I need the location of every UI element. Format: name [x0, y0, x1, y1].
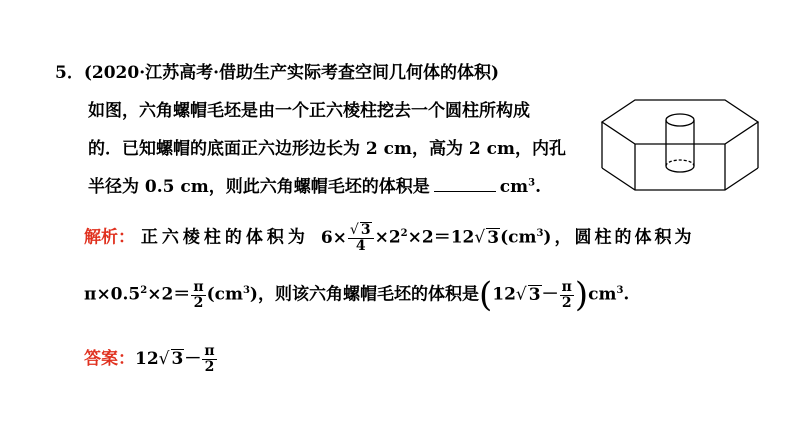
problem-line-3-text: 半径为 0.5 cm，则此六角螺帽毛坯的体积是 — [88, 177, 430, 197]
answer-sqrt3: 3 — [171, 349, 184, 369]
solution-text-2: )，圆柱的体积为 — [543, 227, 695, 248]
answer-12: 12 — [135, 349, 159, 369]
hex-top-face — [602, 100, 758, 144]
problem-source: (2020·江苏高考·借助生产实际考查空间几何体的体积) — [83, 63, 500, 83]
problem-line-1: 如图，六角螺帽毛坯是由一个正六棱柱挖去一个圆柱所构成 — [88, 101, 530, 121]
problem-header — [55, 58, 499, 83]
fraction-pi-over-2-result: $\frac{\pi}{2}$ — [561, 278, 572, 311]
times-2-eq: ×2＝12 — [407, 227, 475, 248]
problem-number: 5． — [55, 63, 84, 83]
solution-text-1: 正六棱柱的体积为 — [140, 227, 309, 248]
cylinder-top — [666, 114, 694, 126]
period: . — [535, 177, 541, 197]
hex-nut-figure — [590, 92, 770, 202]
solution-line-1: 解析： 正六棱柱的体积为 6× $\frac{√ 3}{4}$ $\times 2^2\times 2=12√$ $3(cm^3)$，圆柱的体积为 — [84, 222, 695, 255]
answer-fraction: $\frac{\pi}{2}$ — [204, 343, 215, 375]
solution-line-2: $\pi\times 0.5^2\times 2=$ $\frac{\pi}{2}$ $(cm^3)$，则该六角螺帽毛坯的体积是(12√ 3－ $\frac{\pi}{2}$ )$cm^3$. — [84, 275, 630, 315]
unit-exp: 3 — [528, 177, 536, 189]
sqrt-3: 3 — [487, 227, 500, 248]
times-2: ×2 — [374, 227, 401, 248]
unit-cm: cm — [499, 177, 529, 197]
answer-line: 答案：12√ 3－ $\frac{\pi}{2}$ — [84, 343, 215, 375]
problem-line-3 — [88, 172, 541, 197]
fraction-sqrt3-over-4: $\frac{√ 3}{4}$ — [348, 222, 374, 254]
six-times: 6× — [320, 227, 347, 248]
solution-label: 解析： — [84, 227, 135, 248]
fraction-pi-over-2: $\frac{\pi}{2}$ — [193, 278, 204, 311]
answer-label: 答案： — [84, 349, 135, 369]
solution-text-3: )，则该六角螺帽毛坯的体积是 — [249, 284, 479, 305]
answer-blank — [434, 177, 496, 192]
problem-line-2: 的．已知螺帽的底面正六边形边长为 2 cm，高为 2 cm，内孔 — [88, 139, 567, 159]
